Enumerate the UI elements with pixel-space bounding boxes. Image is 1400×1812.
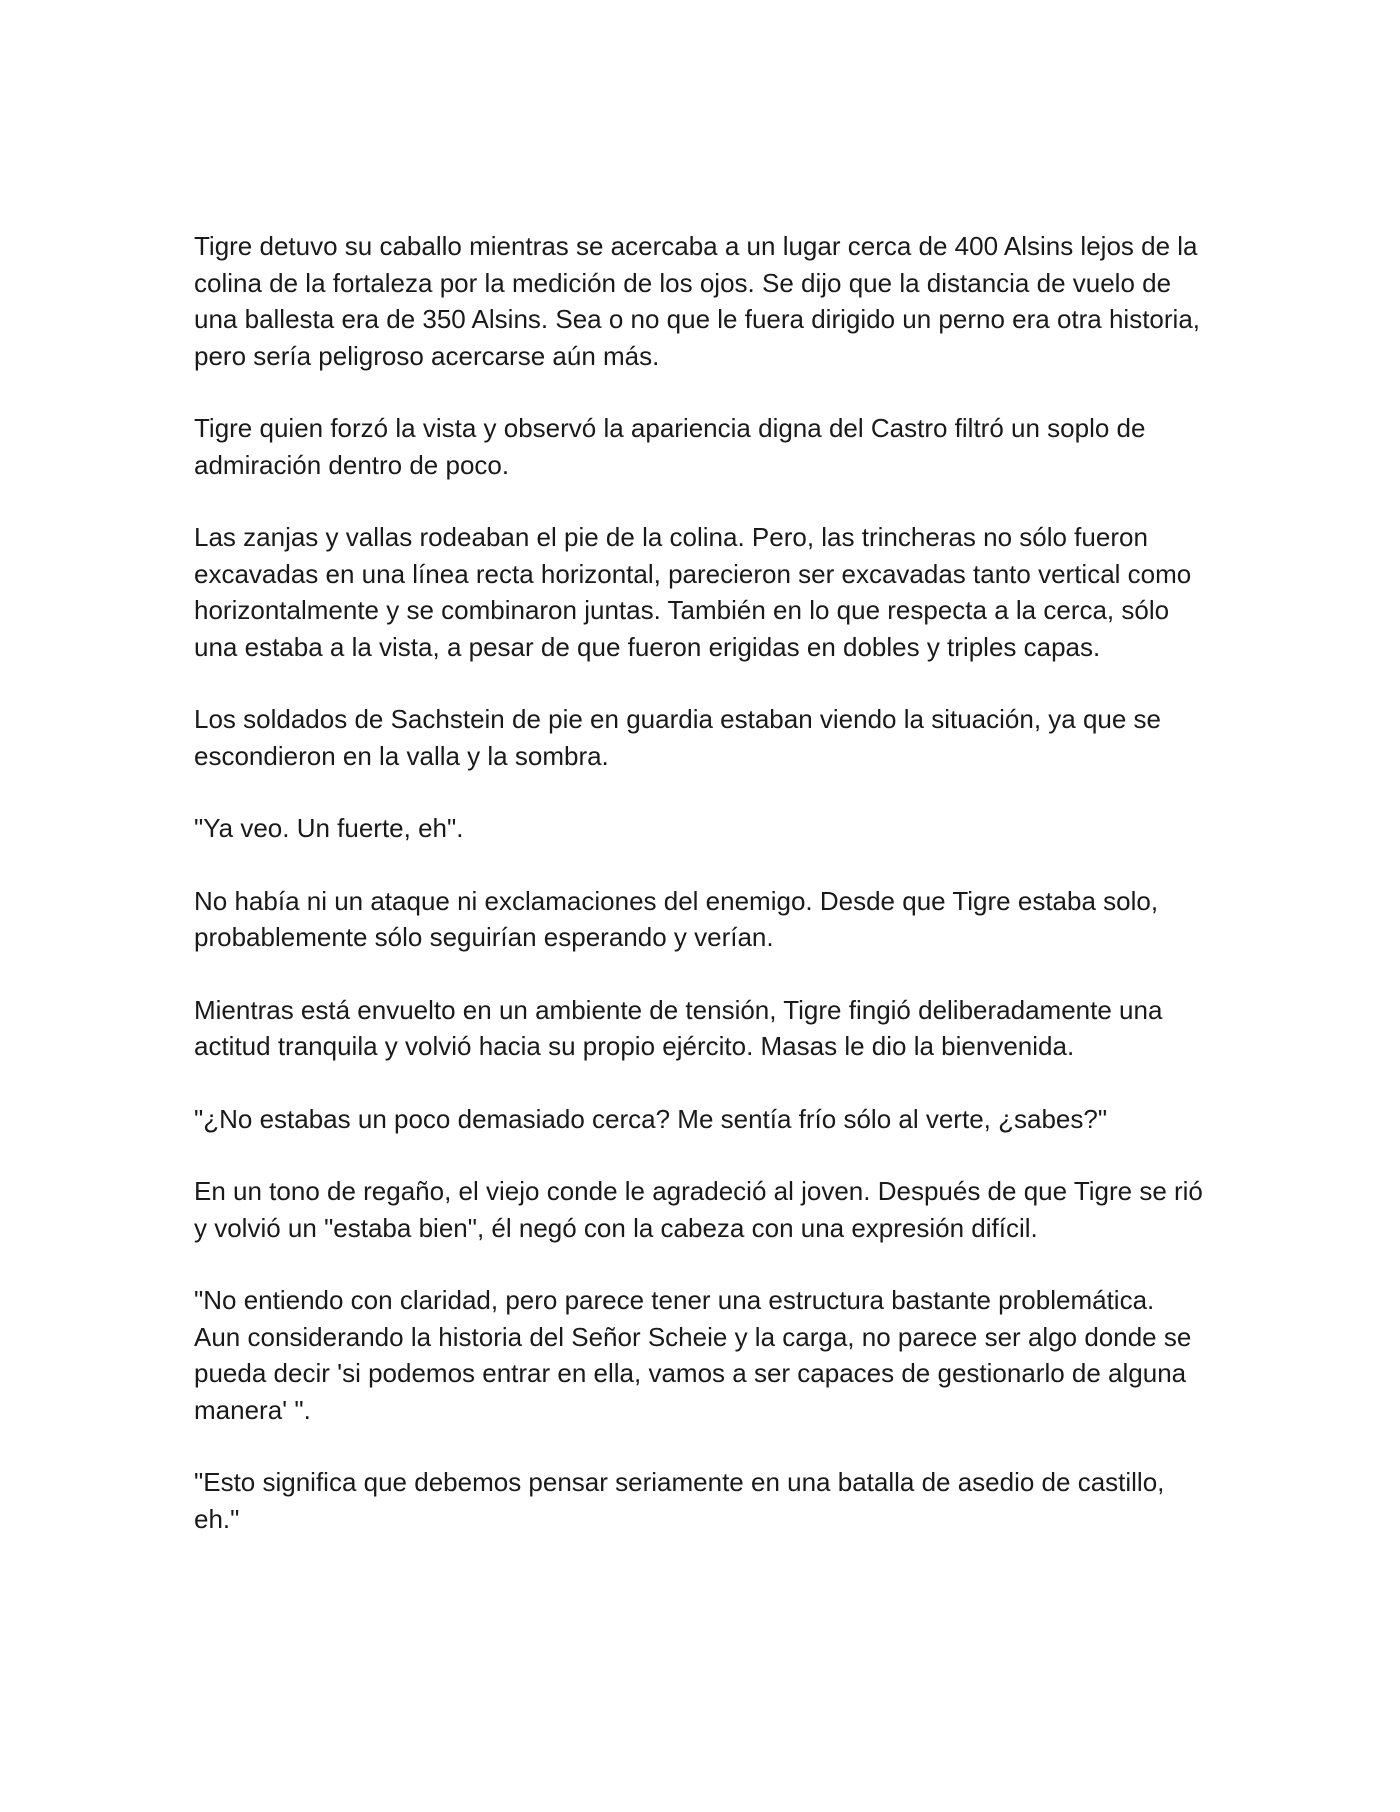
paragraph: "Ya veo. Un fuerte, eh". bbox=[194, 813, 464, 843]
paragraph: Mientras está envuelto en un ambiente de tensión, Tigre fingió deliberadamente una actitud tranquila y volvió hacia su propio ejército. Masas le dio la bienvenida. bbox=[194, 994, 1163, 1061]
paragraph: Tigre quien forzó la vista y observó la apariencia digna del Castro filtró un soplo de admiración dentro de poco. bbox=[194, 413, 1146, 480]
paragraph: Los soldados de Sachstein de pie en guardia estaban viendo la situación, ya que se escondieron en la valla y la sombra. bbox=[194, 704, 1162, 771]
paragraph: Tigre detuvo su caballo mientras se acercaba a un lugar cerca de 400 Alsins lejos de la colina de la fortaleza por la medición de los ojos. Se dijo que la distancia de vuelo de una ballesta era de 350 Alsins. Sea o no que le fuera dirigido un perno era otra historia, pero sería peligroso acercarse aún más. bbox=[194, 231, 1201, 371]
paragraph: En un tono de regaño, el viejo conde le agradeció al joven. Después de que Tigre se rió y volvió un "estaba bien", él negó con la cabeza con una expresión difícil. bbox=[194, 1176, 1203, 1243]
paragraph: "Esto significa que debemos pensar seriamente en una batalla de asedio de castillo, eh." bbox=[194, 1467, 1165, 1534]
document-body bbox=[194, 228, 1204, 1573]
paragraph: Las zanjas y vallas rodeaban el pie de la colina. Pero, las trincheras no sólo fueron excavadas en una línea recta horizontal, parecieron ser excavadas tanto vertical como horizontalmente y se combinaron juntas. También en lo que respecta a la cerca, sólo una estaba a la vista, a pesar de que fueron erigidas en dobles y triples capas. bbox=[194, 522, 1192, 662]
paragraph: "No entiendo con claridad, pero parece tener una estructura bastante problemática. Aun considerando la historia del Señor Scheie y la carga, no parece ser algo donde se pueda decir 'si podemos entrar en ella, vamos a ser capaces de gestionarlo de alguna manera' ". bbox=[194, 1285, 1192, 1425]
paragraph: No había ni un ataque ni exclamaciones del enemigo. Desde que Tigre estaba solo, probablemente sólo seguirían esperando y verían. bbox=[194, 885, 1159, 952]
paragraph: "¿No estabas un poco demasiado cerca? Me sentía frío sólo al verte, ¿sabes?" bbox=[194, 1103, 1108, 1134]
